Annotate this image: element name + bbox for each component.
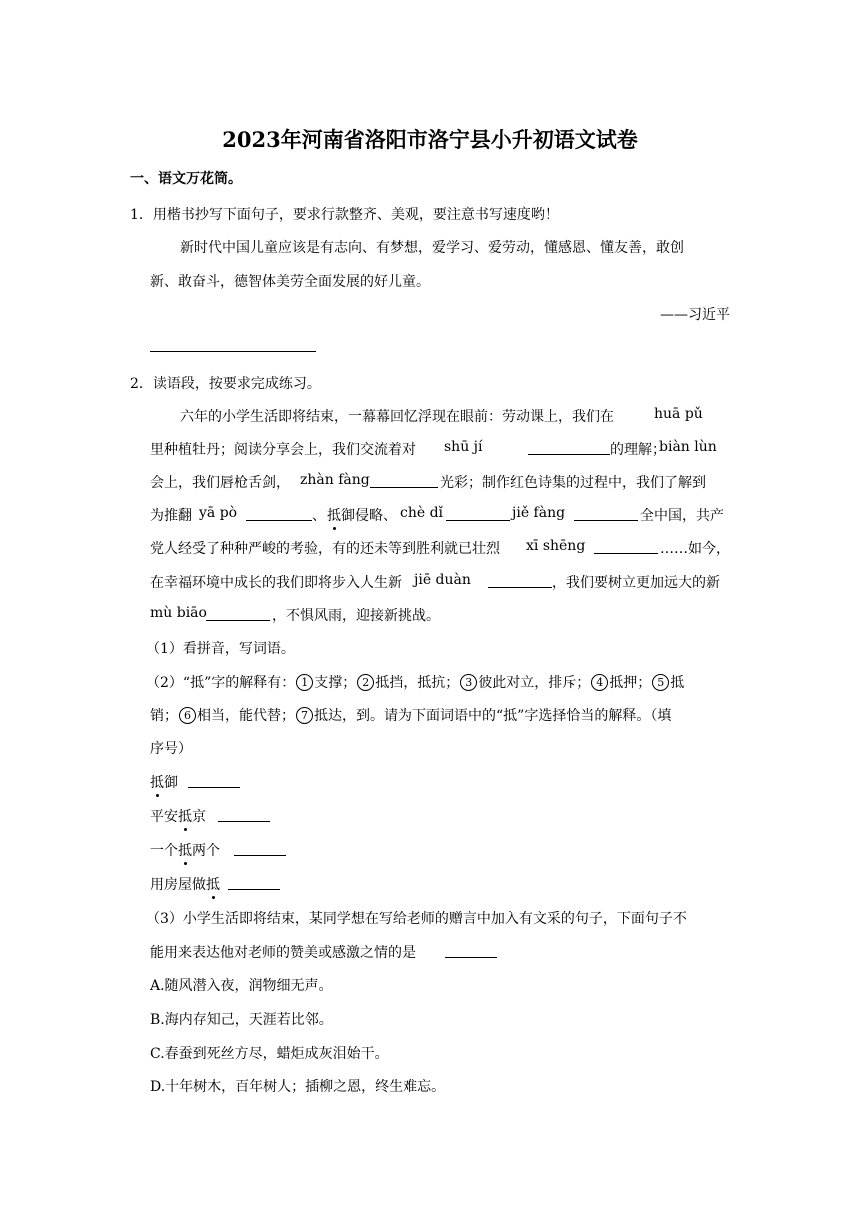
passage-text: 会上，我们唇枪舌剑，	[150, 475, 290, 491]
answer-blank-shuji[interactable]	[528, 440, 610, 455]
word-text: 京	[192, 809, 206, 825]
word-item-1	[150, 772, 178, 792]
section-heading: 一、语文万花筒。	[130, 171, 242, 187]
passage-text: 在幸福环境中成长的我们即将步入人生新	[150, 575, 402, 591]
passage-text: ……如今，	[660, 541, 730, 557]
pinyin-huapu: huā pǔ	[654, 406, 703, 422]
passage-text: ，我们要树立更加远大的新	[552, 575, 720, 591]
question-1-answer-line[interactable]	[150, 351, 316, 352]
pinyin-jieduan: jiē duàn	[414, 572, 471, 588]
passage-line-2	[150, 439, 416, 459]
dotted-char: 抵	[178, 840, 192, 860]
sub-question-1: （1）看拼音，写词语。	[146, 641, 295, 657]
option-a: A.随风潜入夜，润物细无声。	[150, 978, 333, 994]
circled-number-6: 6	[179, 707, 196, 724]
answer-blank-word-3[interactable]	[234, 841, 286, 856]
circled-number-4: 4	[591, 674, 608, 691]
word-item-2	[150, 806, 206, 826]
pinyin-zhanfang: zhàn fàng	[300, 472, 370, 488]
sub-question-3-line2: 能用来表达他对老师的赞美或感激之情的是	[150, 945, 416, 961]
answer-blank-jiefang[interactable]	[574, 506, 638, 521]
answer-blank-word-2[interactable]	[218, 807, 270, 822]
definition-text: 销；	[150, 708, 178, 724]
circled-number-5: 5	[652, 674, 669, 691]
word-item-4	[150, 874, 220, 894]
sub-question-2-line2	[150, 705, 671, 725]
pinyin-bianlun: biàn lùn	[659, 439, 717, 455]
question-1-stem: 1．用楷书抄写下面句子，要求行款整齐、美观，要注意书写速度哟！	[130, 207, 559, 223]
passage-text: 为推翻	[150, 508, 192, 524]
circled-number-3: 3	[460, 674, 477, 691]
question-1-text-line2: 新、敢奋斗，德智体美劳全面发展的好儿童。	[150, 274, 430, 290]
definition-text: 抵押；	[609, 675, 652, 691]
question-2-stem: 2．读语段，按要求完成练习。	[130, 376, 321, 392]
answer-blank-xisheng[interactable]	[594, 539, 658, 554]
pinyin-chedi: chè dǐ	[400, 505, 444, 521]
dotted-char: 抵	[150, 772, 164, 792]
sub-question-2-line1	[146, 672, 684, 692]
word-text: 两个	[192, 843, 220, 859]
answer-blank-mubiao[interactable]	[206, 606, 270, 621]
option-c: C.春蚕到死丝方尽，蜡炬成灰泪始干。	[150, 1046, 389, 1062]
option-d: D.十年树木，百年树人；插柳之恩，终生难忘。	[150, 1079, 446, 1095]
passage-text: 党人经受了种种严峻的考验，有的还未等到胜利就已壮烈	[150, 541, 500, 557]
answer-blank-word-4[interactable]	[228, 875, 280, 890]
answer-blank-yapo[interactable]	[246, 506, 312, 521]
word-text: 御	[164, 775, 178, 791]
word-text: 一个	[150, 843, 178, 859]
definition-text: 抵	[670, 675, 685, 691]
passage-line-1	[180, 406, 614, 426]
definition-text: 相当，能代替；	[197, 708, 295, 724]
passage-text: 光彩；制作红色诗集的过程中，我们了解到	[440, 475, 706, 491]
circled-number-1: 1	[296, 674, 313, 691]
passage-text: 御侵略、	[341, 508, 397, 524]
answer-blank-sub3[interactable]	[445, 943, 497, 958]
passage-text: 的理解；	[610, 442, 666, 458]
answer-blank-chedi[interactable]	[446, 506, 510, 521]
passage-text: 全中国，共产	[640, 508, 724, 524]
question-1-author: ——习近平	[660, 307, 730, 323]
answer-blank-jieduan[interactable]	[488, 573, 552, 588]
pinyin-shuji: shū jí	[444, 439, 483, 455]
passage-text-dikang	[327, 505, 397, 525]
passage-text: 六年的小学生活即将结束，一幕幕回忆浮现在眼前：劳动课上，我们在	[180, 409, 614, 425]
definition-text: 彼此对立，排斥；	[478, 675, 591, 691]
sub-question-2-intro: （2）“抵”字的解释有：	[146, 675, 296, 691]
answer-blank-word-1[interactable]	[188, 773, 240, 788]
dotted-char: 抵	[327, 505, 341, 525]
definition-text: 抵挡，抵抗；	[375, 675, 460, 691]
page-title: 2023年河南省洛阳市洛宁县小升初语文试卷	[222, 127, 638, 152]
pinyin-mubiao: mù biāo	[150, 605, 207, 621]
sub-question-2-line3: 序号）	[150, 741, 192, 757]
circled-number-2: 2	[357, 674, 374, 691]
passage-text: 、	[312, 508, 326, 524]
question-1-text-line1: 新时代中国儿童应该是有志向、有梦想，爱学习、爱劳动，懂感恩、懂友善，敢创	[180, 240, 684, 256]
definition-text: 支撑；	[314, 675, 357, 691]
word-item-3	[150, 840, 220, 860]
word-text: 用房屋做	[150, 877, 206, 893]
pinyin-jiefang: jiě fàng	[512, 505, 566, 521]
passage-text: 里种植牡丹；阅读分享会上，我们交流着对	[150, 442, 416, 458]
option-b: B.海内存知己，天涯若比邻。	[150, 1012, 333, 1028]
passage-text: ，不惧风雨，迎接新挑战。	[272, 608, 440, 624]
pinyin-xisheng: xī shēng	[526, 538, 586, 554]
answer-blank-zhanfang[interactable]	[370, 473, 438, 488]
dotted-char: 抵	[206, 874, 220, 894]
dotted-char: 抵	[178, 806, 192, 826]
pinyin-yapo: yā pò	[199, 505, 238, 521]
word-text: 平安	[150, 809, 178, 825]
definition-text: 抵达，到。请为下面词语中的“抵”字选择恰当的解释。（填	[314, 708, 672, 724]
circled-number-7: 7	[296, 707, 313, 724]
sub-question-3-line1: （3）小学生活即将结束，某同学想在写给老师的赠言中加入有文采的句子，下面句子不	[146, 911, 687, 927]
